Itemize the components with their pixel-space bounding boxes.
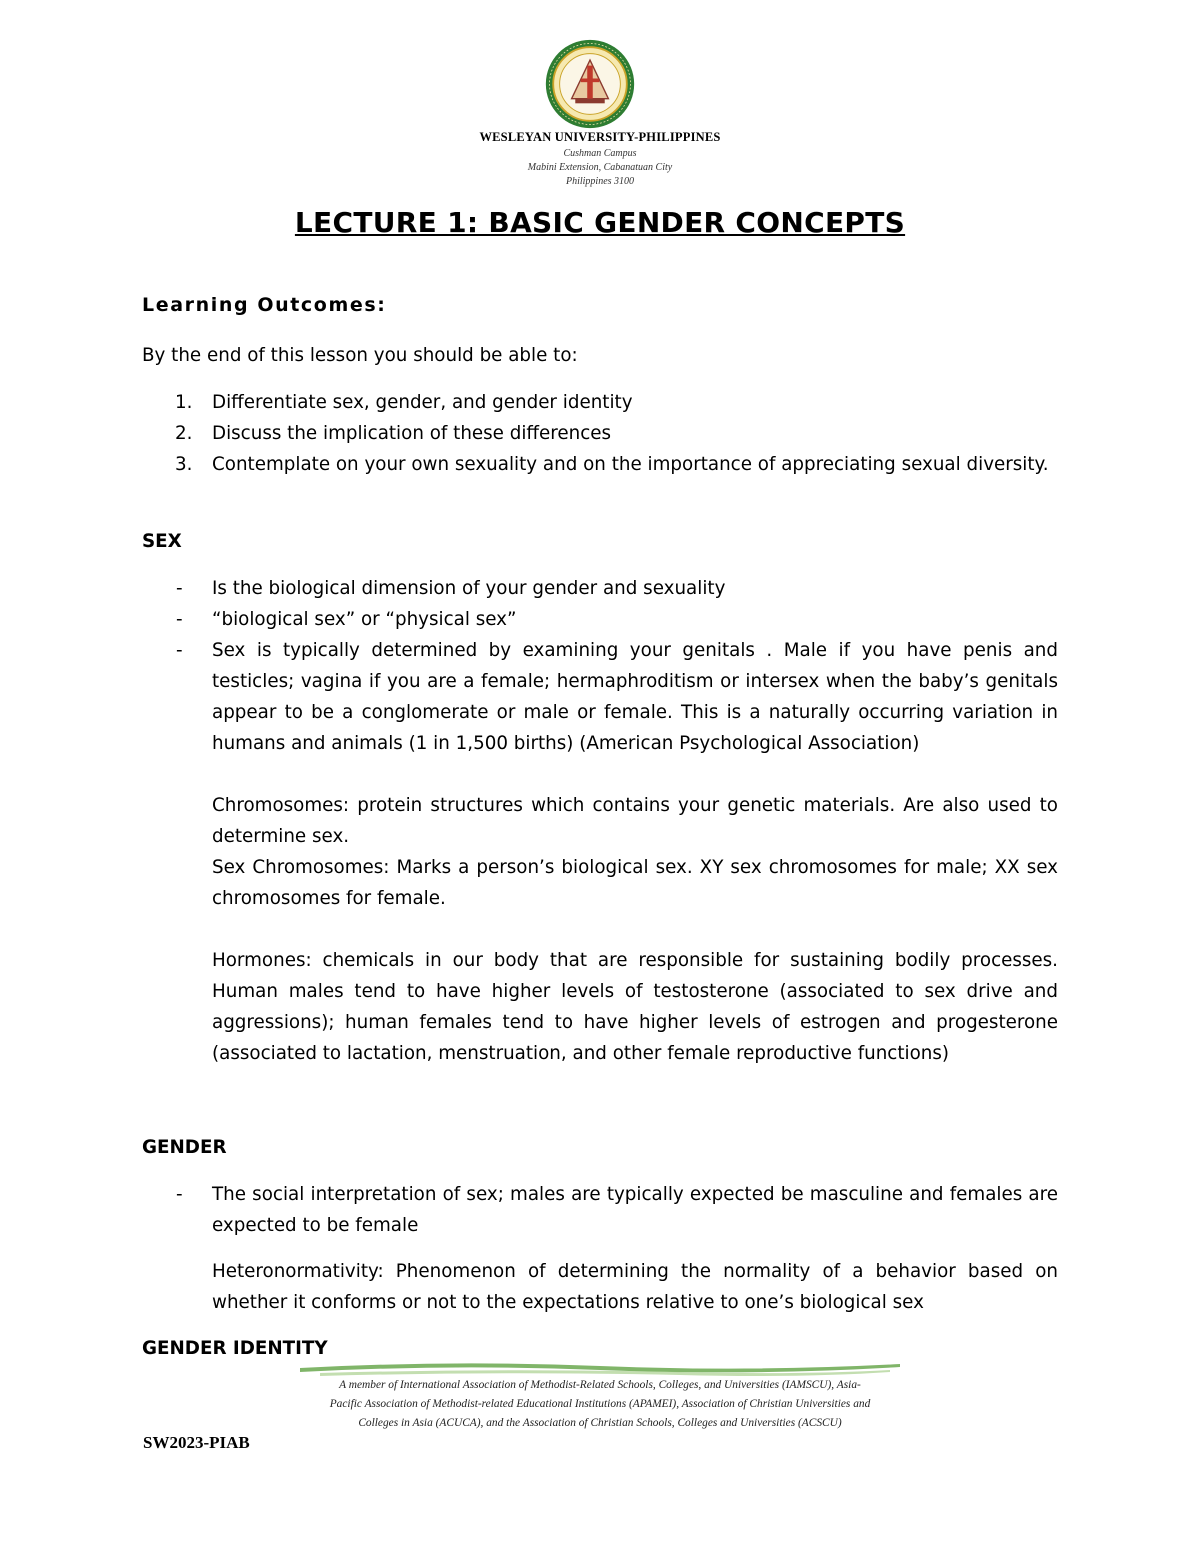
list-item: Discuss the implication of these differences — [212, 423, 612, 444]
section-heading-gender-identity: GENDER IDENTITY — [142, 1338, 328, 1359]
heteronormativity-paragraph: Heteronormativity: Phenomenon of determining the normality of a behavior based on whether it conforms or not to the expectations relative to one’s biological sex — [212, 1261, 1058, 1313]
bullet-item: Sex is typically determined by examining your genitals . Male if you have penis and testicles; vagina if you are a female; hermaphroditism or intersex when the baby’s genitals appear to be a conglomerate or male or female. This is a naturally occurring variation in humans and animals (1 in 1,500 births) (American Psychological Association) — [212, 640, 1058, 754]
footer-line: Colleges in Asia (ACUCA), and the Association of Christian Schools, Colleges and Universities (ACSCU) — [358, 1417, 842, 1429]
bullet-item: The social interpretation of sex; males are typically expected be masculine and females are expected to be female — [212, 1184, 1058, 1236]
list-item: Contemplate on your own sexuality and on the importance of appreciating sexual diversity. — [212, 454, 1049, 475]
campus-name: Cushman Campus — [563, 148, 637, 159]
list-item: Differentiate sex, gender, and gender identity — [212, 392, 633, 413]
list-number: 1. — [175, 392, 193, 413]
bullet-item: “biological sex” or “physical sex” — [212, 609, 517, 630]
address-country: Philippines 3100 — [565, 176, 635, 187]
list-number: 2. — [175, 423, 193, 444]
learning-outcomes-intro: By the end of this lesson you should be able to: — [142, 345, 578, 366]
document-code: SW2023-PIAB — [143, 1433, 250, 1452]
chromosomes-paragraph: Chromosomes: protein structures which contains your genetic materials. Are also used to determine sex. — [212, 795, 1058, 847]
bullet-marker: - — [176, 1184, 183, 1205]
university-seal-logo — [544, 38, 636, 130]
lecture-title: LECTURE 1: BASIC GENDER CONCEPTS — [294, 206, 906, 239]
bullet-marker: - — [176, 640, 183, 661]
footer-line: Pacific Association of Methodist-related Educational Institutions (APAMEI), Association of Christian Universities and — [329, 1398, 871, 1410]
sex-chromosomes-paragraph: Sex Chromosomes: Marks a person’s biological sex. XY sex chromosomes for male; XX sex chromosomes for female. — [212, 857, 1058, 909]
hormones-paragraph: Hormones: chemicals in our body that are responsible for sustaining bodily processes. Human males tend to have higher levels of testosterone (associated to sex drive and aggressions); human females tend to have higher levels of estrogen and progesterone (associated to lactation, menstruation, and other female reproductive functions) — [212, 950, 1058, 1064]
footer-affiliations — [235, 1376, 965, 1433]
footer-line: A member of International Association of Methodist-Related Schools, Colleges, and Universities (IAMSCU), Asia- — [339, 1379, 861, 1391]
list-number: 3. — [175, 454, 193, 475]
learning-outcomes-heading: Learning Outcomes: — [142, 294, 387, 316]
bullet-marker: - — [176, 578, 183, 599]
bullet-item: Is the biological dimension of your gender and sexuality — [212, 578, 726, 599]
section-heading-gender: GENDER — [142, 1137, 227, 1158]
bullet-marker: - — [176, 609, 183, 630]
university-name: WESLEYAN UNIVERSITY-PHILIPPINES — [479, 130, 721, 144]
section-heading-sex: SEX — [142, 531, 182, 552]
address-line: Mabini Extension, Cabanatuan City — [527, 162, 673, 173]
